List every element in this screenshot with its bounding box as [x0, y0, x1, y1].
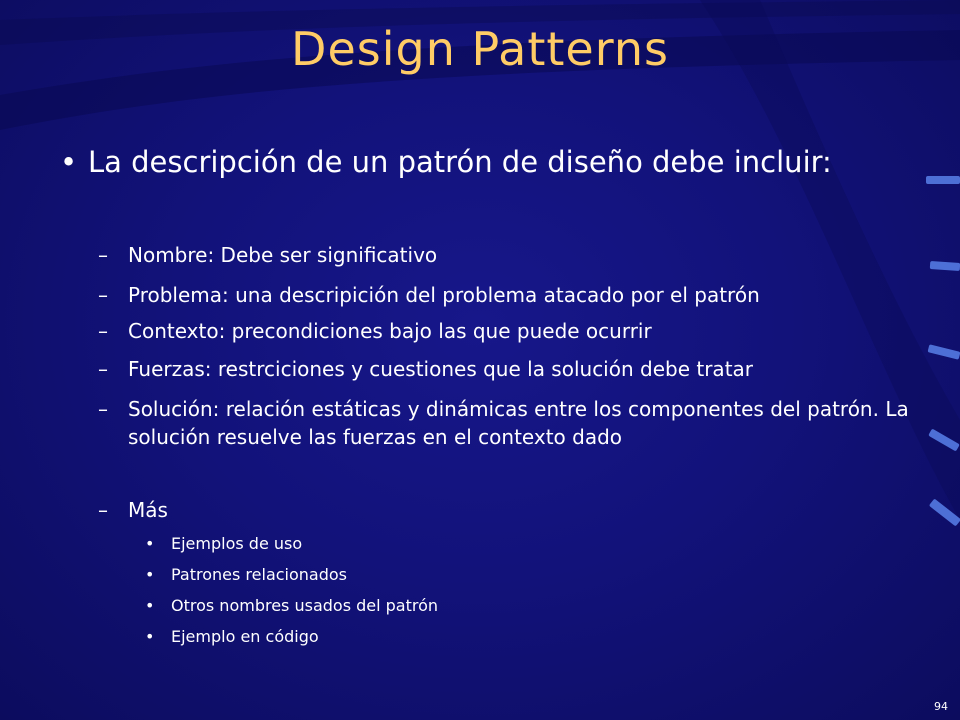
dash-icon: –	[98, 243, 108, 267]
accent-bar-1	[926, 176, 960, 184]
bullet-icon: •	[145, 596, 155, 615]
list-item-text: Contexto: precondiciones bajo las que puede ocurrir	[128, 319, 652, 343]
sub-list-item-text: Patrones relacionados	[171, 565, 348, 584]
list-item-text: Nombre: Debe ser significativo	[128, 243, 438, 267]
dash-icon: –	[98, 357, 108, 381]
bullet-icon: •	[60, 145, 78, 179]
bullet-icon: •	[145, 534, 155, 553]
sub-list-item-text: Ejemplo en código	[171, 627, 319, 646]
slide-title: Design Patterns	[291, 22, 669, 76]
list-item-text: Fuerzas: restrciciones y cuestiones que la solución debe tratar	[128, 357, 754, 381]
list-item-text: Solución: relación estáticas y dinámicas entre los componentes del patrón. La solución resuelve las fuerzas en el contexto dado	[128, 397, 909, 449]
list-item-text: Más	[128, 498, 168, 522]
dash-icon: –	[98, 498, 108, 522]
page-number: 94	[934, 700, 948, 713]
dash-icon: –	[98, 319, 108, 343]
main-bullet-text: La descripción de un patrón de diseño debe incluir:	[88, 145, 832, 179]
dash-icon: –	[98, 397, 108, 421]
list-item-text: Problema: una descripición del problema atacado por el patrón	[128, 283, 760, 307]
bullet-icon: •	[145, 627, 155, 646]
dash-icon: –	[98, 283, 108, 307]
bullet-icon: •	[145, 565, 155, 584]
sub-list-item-text: Otros nombres usados del patrón	[171, 596, 439, 615]
sub-list-item-text: Ejemplos de uso	[171, 534, 303, 553]
